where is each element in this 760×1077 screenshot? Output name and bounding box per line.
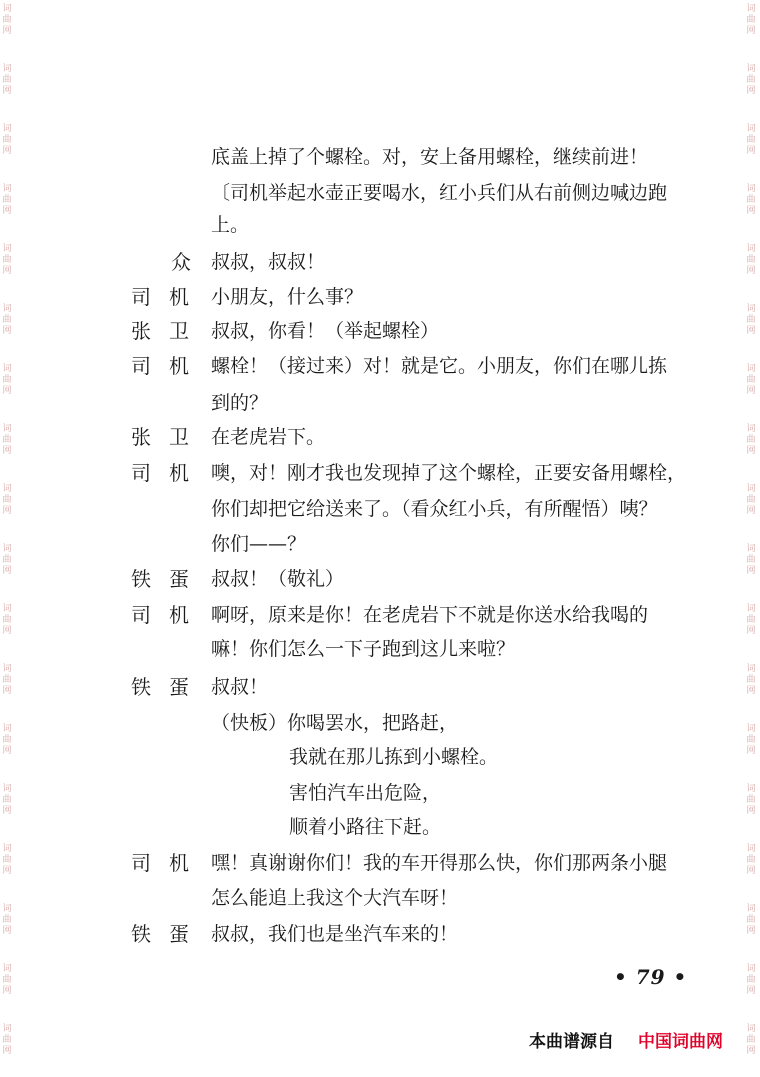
watermark-char: 网: [746, 386, 756, 396]
watermark-char: 曲: [746, 195, 756, 205]
watermark-char: 词: [746, 424, 756, 434]
watermark-char: 曲: [746, 975, 756, 985]
watermark-char: 词: [746, 784, 756, 794]
watermark-stamp: [744, 964, 758, 997]
watermark-stamp: [744, 184, 758, 217]
watermark-char: 网: [746, 146, 756, 156]
watermark-char: 曲: [2, 375, 12, 385]
dialogue-line: 你们——？: [211, 533, 307, 555]
watermark-char: 曲: [2, 495, 12, 505]
watermark-stamp: [0, 4, 14, 37]
dialogue-line: 螺栓！（接过来）对！就是它。小朋友，你们在哪儿拣: [211, 355, 668, 377]
speaker-name: 张卫: [131, 425, 207, 449]
watermark-char: 词: [2, 304, 12, 314]
dialogue-line: 你们却把它给送来了。（看众红小兵，有所醒悟）咦？: [211, 498, 658, 520]
watermark-stamp: [0, 604, 14, 637]
watermark-char: 曲: [2, 1035, 12, 1045]
watermark-stamp: [744, 904, 758, 937]
watermark-stamp: [744, 604, 758, 637]
watermark-char: 网: [2, 626, 12, 636]
watermark-char: 曲: [2, 315, 12, 325]
watermark-stamp: [744, 364, 758, 397]
watermark-char: 词: [2, 4, 12, 14]
watermark-char: 曲: [2, 915, 12, 925]
watermark-char: 词: [2, 604, 12, 614]
watermark-char: 词: [746, 904, 756, 914]
dialogue-line: 叔叔，叔叔！: [211, 251, 326, 273]
watermark-char: 网: [2, 926, 12, 936]
speaker-name: 张卫: [131, 319, 207, 343]
watermark-stamp: [0, 244, 14, 277]
watermark-stamp: [0, 844, 14, 877]
watermark-char: 网: [746, 1046, 756, 1056]
watermark-stamp: [0, 784, 14, 817]
watermark-char: 曲: [2, 255, 12, 265]
footer-source-label: 本曲谱源自: [529, 1032, 614, 1052]
watermark-stamp: [0, 184, 14, 217]
watermark-char: 网: [746, 566, 756, 576]
watermark-stamp: [744, 304, 758, 337]
watermark-stamp: [0, 964, 14, 997]
watermark-char: 网: [2, 326, 12, 336]
watermark-char: 曲: [2, 675, 12, 685]
dialogue-line: 到的？: [211, 392, 269, 414]
speaker-name: 司机: [131, 603, 207, 627]
verse-line: 我就在那儿拣到小螺栓。: [289, 746, 499, 768]
watermark-stamp: [744, 1024, 758, 1057]
dialogue-line: 小朋友，什么事？: [211, 286, 364, 308]
watermark-char: 网: [2, 986, 12, 996]
watermark-char: 曲: [746, 675, 756, 685]
watermark-char: 网: [2, 446, 12, 456]
page-number: • 79 •: [614, 965, 688, 989]
watermark-char: 网: [2, 746, 12, 756]
watermark-char: 网: [2, 566, 12, 576]
footer-brand-link[interactable]: 中国词曲网: [638, 1032, 723, 1052]
watermark-char: 词: [2, 544, 12, 554]
watermark-char: 网: [746, 326, 756, 336]
verse-line: 害怕汽车出危险，: [289, 782, 442, 804]
watermark-char: 曲: [2, 735, 12, 745]
watermark-char: 词: [746, 364, 756, 374]
watermark-char: 词: [746, 544, 756, 554]
kuaiban-line: （快板）你喝罢水，把路赶，: [211, 712, 459, 734]
watermark-char: 曲: [746, 555, 756, 565]
watermark-char: 曲: [746, 375, 756, 385]
watermark-char: 曲: [746, 495, 756, 505]
watermark-char: 词: [2, 904, 12, 914]
speaker-name: 铁蛋: [131, 567, 207, 591]
watermark-char: 曲: [2, 555, 12, 565]
watermark-stamp: [744, 124, 758, 157]
watermark-char: 曲: [2, 975, 12, 985]
speaker-name: 铁蛋: [131, 922, 207, 946]
watermark-char: 网: [746, 506, 756, 516]
dialogue-line: 叔叔，你看！（举起螺栓）: [211, 320, 440, 342]
watermark-char: 网: [2, 1046, 12, 1056]
watermark-stamp: [744, 484, 758, 517]
watermark-char: 曲: [746, 1035, 756, 1045]
watermark-char: 曲: [746, 135, 756, 145]
speaker-name: 司机: [131, 851, 207, 875]
watermark-char: 曲: [746, 855, 756, 865]
watermark-char: 网: [746, 206, 756, 216]
watermark-char: 曲: [2, 855, 12, 865]
watermark-stamp: [0, 304, 14, 337]
watermark-stamp: [0, 64, 14, 97]
watermark-char: 网: [746, 806, 756, 816]
watermark-char: 曲: [746, 75, 756, 85]
watermark-char: 网: [2, 806, 12, 816]
watermark-char: 网: [2, 266, 12, 276]
watermark-char: 网: [746, 26, 756, 36]
watermark-char: 词: [2, 364, 12, 374]
watermark-char: 网: [2, 386, 12, 396]
speaker-name: 司机: [131, 354, 207, 378]
watermark-char: 曲: [746, 435, 756, 445]
verse-line: 顺着小路往下赶。: [289, 816, 442, 838]
dialogue-line: 叔叔！: [211, 676, 269, 698]
speaker-name: 司机: [131, 285, 207, 309]
watermark-char: 网: [2, 26, 12, 36]
watermark-char: 词: [746, 964, 756, 974]
watermark-char: 曲: [746, 15, 756, 25]
watermark-char: 曲: [2, 135, 12, 145]
watermark-stamp: [0, 364, 14, 397]
watermark-stamp: [744, 4, 758, 37]
stage-direction: 上。: [211, 214, 250, 236]
watermark-char: 曲: [746, 615, 756, 625]
watermark-char: 曲: [2, 795, 12, 805]
watermark-char: 词: [2, 844, 12, 854]
watermark-char: 词: [2, 124, 12, 134]
watermark-char: 词: [746, 304, 756, 314]
speaker-name: 司机: [131, 461, 207, 485]
watermark-char: 词: [746, 484, 756, 494]
watermark-stamp: [0, 544, 14, 577]
watermark-char: 网: [746, 626, 756, 636]
speaker-name: 铁蛋: [131, 675, 207, 699]
watermark-char: 词: [2, 1024, 12, 1034]
watermark-stamp: [0, 664, 14, 697]
watermark-char: 词: [2, 424, 12, 434]
watermark-char: 词: [746, 724, 756, 734]
watermark-char: 曲: [2, 15, 12, 25]
dialogue-line: 嘿！真谢谢你们！我的车开得那么快，你们那两条小腿: [211, 852, 668, 874]
watermark-char: 词: [2, 784, 12, 794]
watermark-char: 网: [2, 86, 12, 96]
watermark-char: 词: [2, 724, 12, 734]
watermark-stamp: [0, 904, 14, 937]
watermark-char: 词: [746, 844, 756, 854]
dialogue-line: 嘛！你们怎么一下子跑到这儿来啦？: [211, 638, 516, 660]
watermark-char: 词: [2, 664, 12, 674]
watermark-stamp: [0, 424, 14, 457]
watermark-char: 词: [746, 184, 756, 194]
watermark-stamp: [744, 844, 758, 877]
watermark-char: 词: [746, 604, 756, 614]
dialogue-line: 怎么能追上我这个大汽车呀！: [211, 887, 459, 909]
watermark-stamp: [0, 724, 14, 757]
stage-direction: 〔司机举起水壶正要喝水，红小兵们从右前侧边喊边跑: [211, 182, 668, 204]
dialogue-line: 噢，对！刚才我也发现掉了这个螺栓，正要安备用螺栓，: [211, 462, 687, 484]
watermark-char: 网: [2, 686, 12, 696]
watermark-stamp: [0, 124, 14, 157]
watermark-char: 网: [746, 266, 756, 276]
watermark-char: 曲: [746, 915, 756, 925]
watermark-stamp: [744, 724, 758, 757]
watermark-char: 网: [746, 686, 756, 696]
dialogue-line: 叔叔！（敬礼）: [211, 568, 345, 590]
watermark-char: 网: [746, 986, 756, 996]
watermark-char: 网: [746, 746, 756, 756]
watermark-stamp: [744, 664, 758, 697]
dialogue-line: 叔叔，我们也是坐汽车来的！: [211, 923, 459, 945]
watermark-char: 曲: [2, 195, 12, 205]
watermark-char: 词: [2, 64, 12, 74]
watermark-char: 曲: [746, 255, 756, 265]
watermark-char: 词: [746, 244, 756, 254]
watermark-char: 曲: [746, 315, 756, 325]
watermark-column-left: [0, 0, 14, 1077]
watermark-stamp: [744, 64, 758, 97]
watermark-char: 词: [2, 964, 12, 974]
watermark-char: 词: [746, 1024, 756, 1034]
watermark-char: 网: [2, 206, 12, 216]
watermark-char: 词: [746, 124, 756, 134]
watermark-column-right: [744, 0, 758, 1077]
watermark-char: 词: [746, 64, 756, 74]
watermark-char: 网: [746, 86, 756, 96]
watermark-char: 词: [746, 4, 756, 14]
watermark-stamp: [744, 544, 758, 577]
watermark-char: 曲: [2, 435, 12, 445]
watermark-char: 网: [746, 926, 756, 936]
watermark-char: 曲: [746, 735, 756, 745]
watermark-char: 词: [746, 664, 756, 674]
watermark-char: 网: [2, 866, 12, 876]
watermark-char: 曲: [2, 75, 12, 85]
watermark-char: 曲: [2, 615, 12, 625]
watermark-char: 词: [2, 484, 12, 494]
watermark-stamp: [0, 484, 14, 517]
intro-line: 底盖上掉了个螺栓。对，安上备用螺栓，继续前进！: [211, 146, 649, 168]
watermark-char: 网: [2, 506, 12, 516]
dialogue-line: 啊呀，原来是你！在老虎岩下不就是你送水给我喝的: [211, 604, 649, 626]
watermark-stamp: [0, 1024, 14, 1057]
watermark-stamp: [744, 424, 758, 457]
speaker-name: 众: [171, 250, 209, 274]
watermark-char: 词: [2, 184, 12, 194]
watermark-char: 网: [746, 866, 756, 876]
watermark-char: 网: [746, 446, 756, 456]
watermark-char: 网: [2, 146, 12, 156]
watermark-stamp: [744, 784, 758, 817]
dialogue-line: 在老虎岩下。: [211, 426, 326, 448]
watermark-stamp: [744, 244, 758, 277]
watermark-char: 曲: [746, 795, 756, 805]
watermark-char: 词: [2, 244, 12, 254]
